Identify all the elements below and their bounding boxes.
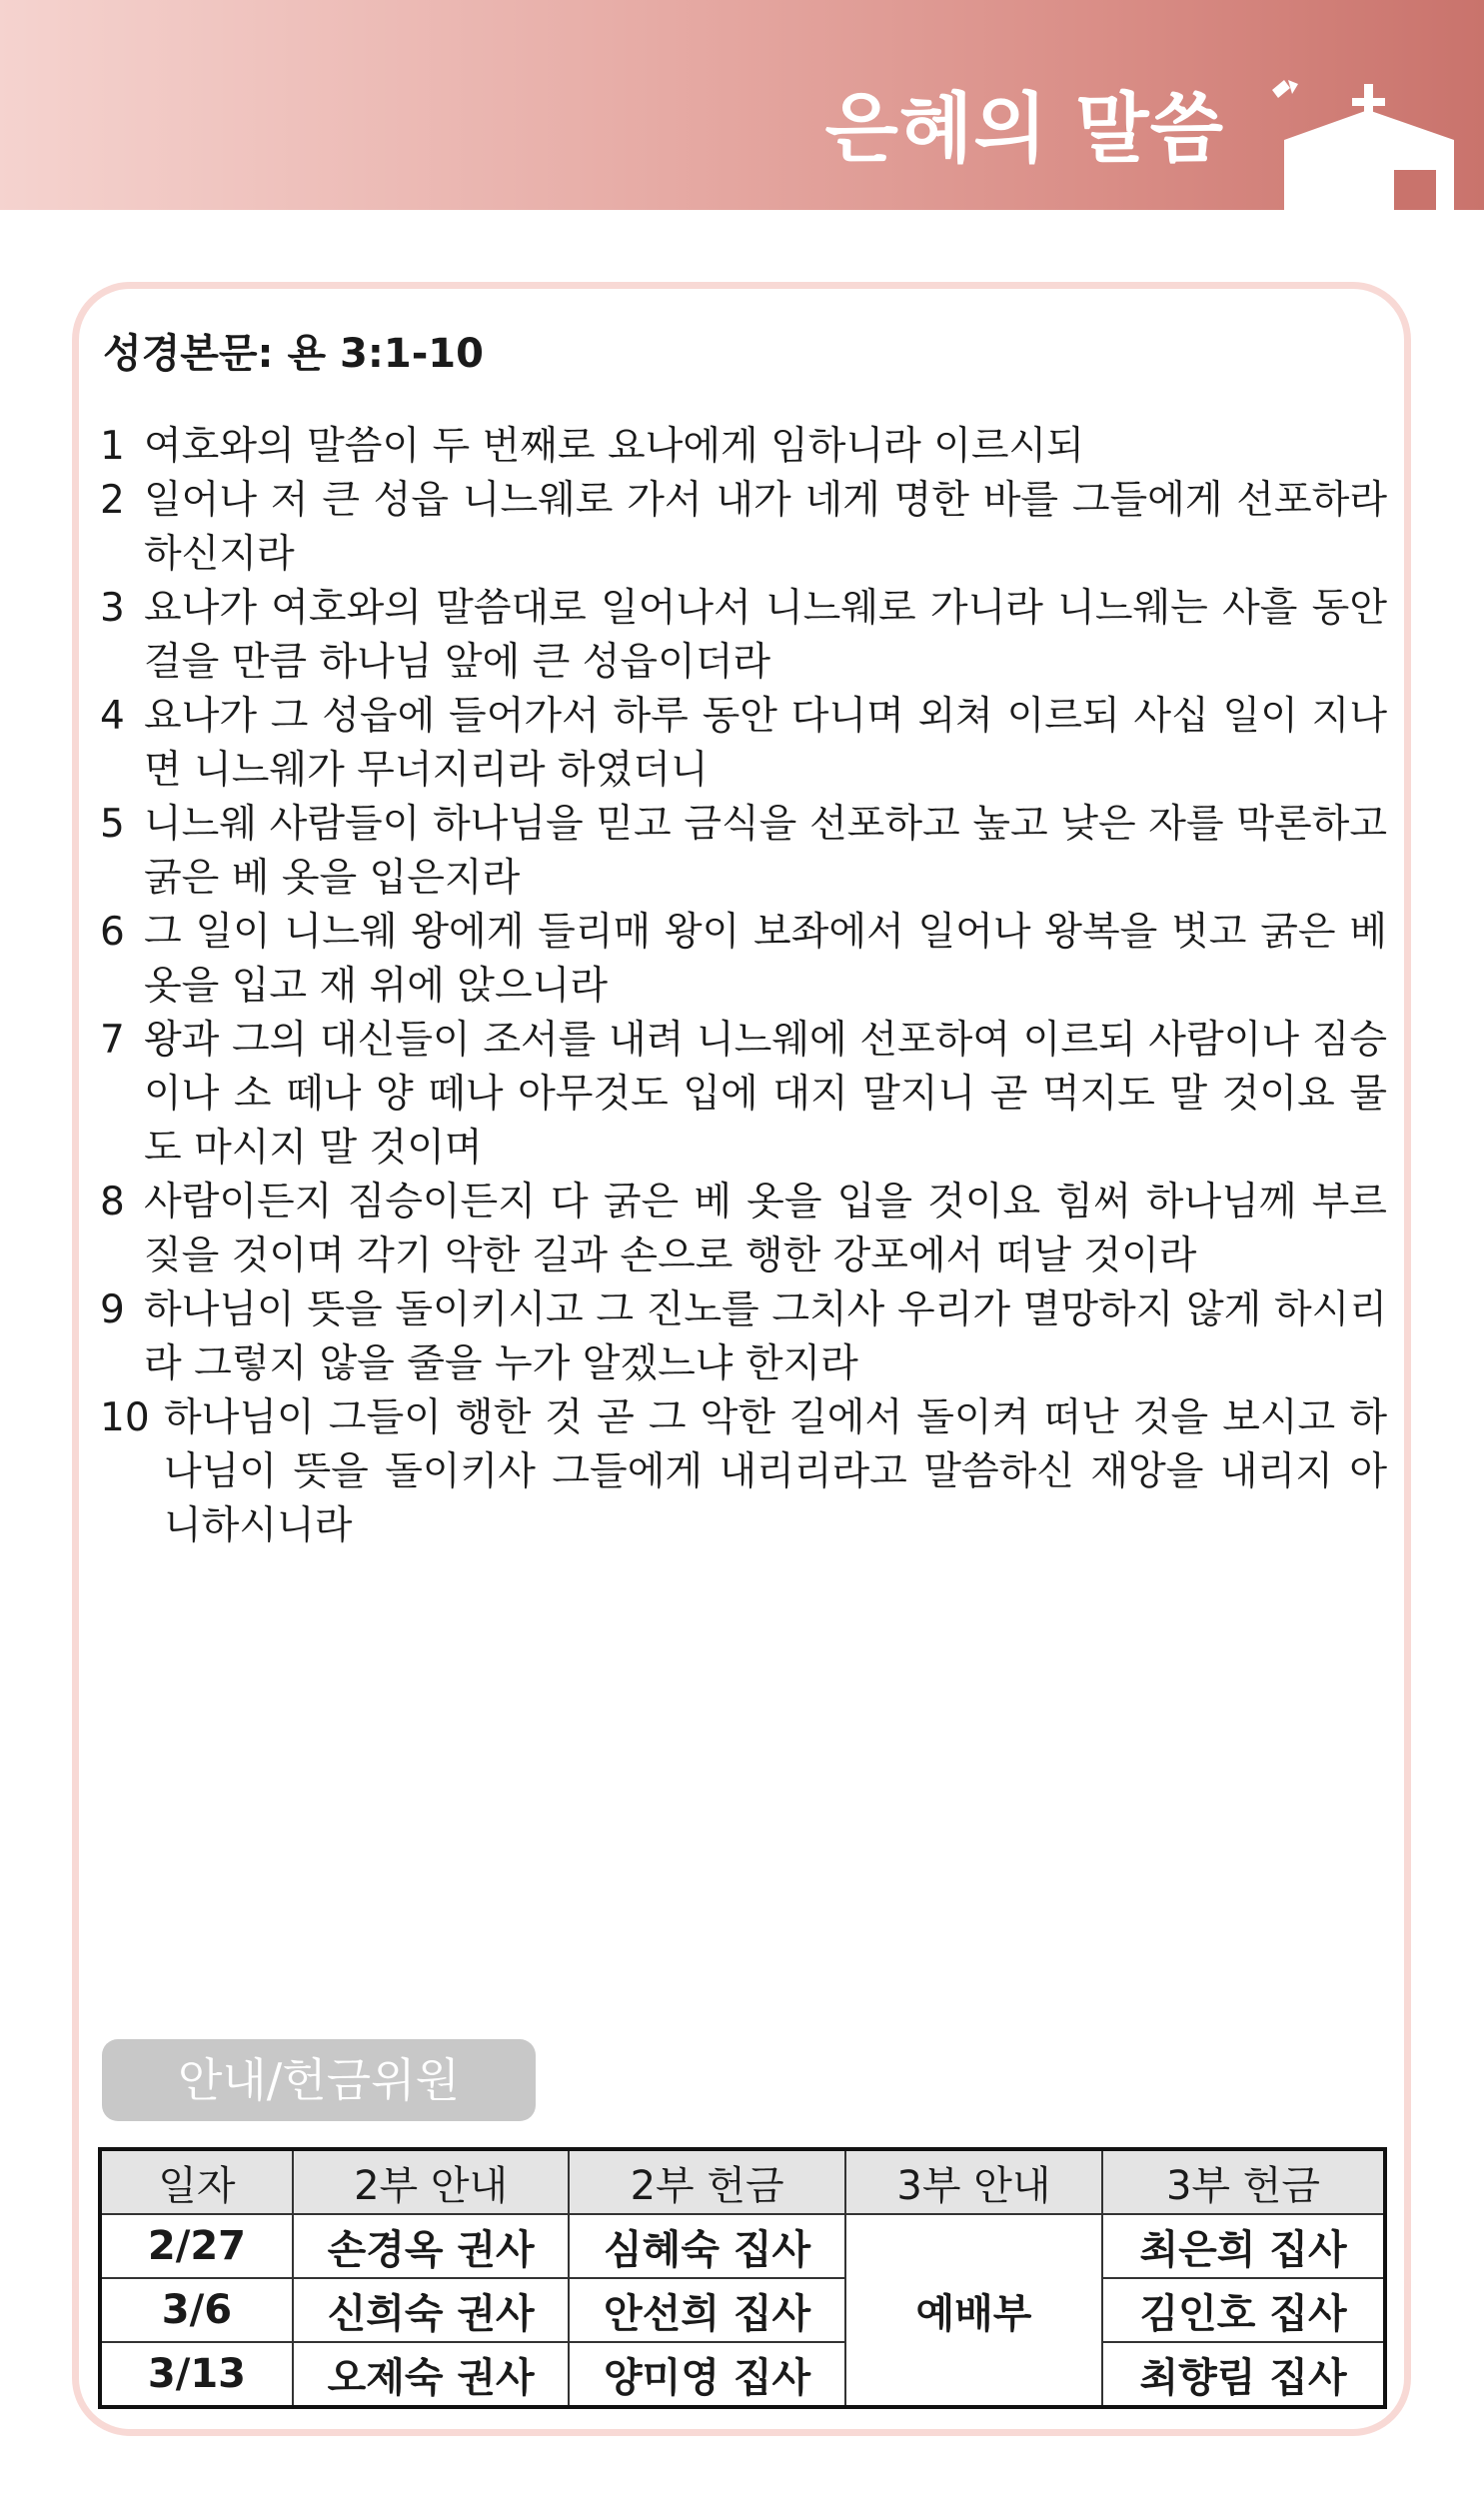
verse-number: 5	[100, 802, 125, 847]
header-date: 일자	[100, 2149, 293, 2214]
verse-text: 요나가 그 성읍에 들어가서 하루 동안 다니며 외쳐 이르되 사십 일이 지나면 니느웨가 무너지리라 하였더니	[144, 694, 1387, 793]
header-banner	[0, 0, 1484, 210]
verse-text: 하나님이 그들이 행한 것 곧 그 악한 길에서 돌이켜 떠난 것을 보시고 하나님이 뜻을 돌이키사 그들에게 내리리라고 말씀하신 재앙을 내리지 아니하시니라	[164, 1395, 1387, 1548]
header-guide-3: 3부 안내	[845, 2149, 1102, 2214]
verse-number: 9	[100, 1287, 125, 1332]
guide-2-cell: 오제숙 권사	[293, 2342, 569, 2407]
table-row	[100, 2278, 1385, 2342]
verse-number: 10	[100, 1395, 150, 1440]
verse-3	[100, 582, 1387, 690]
verse-6	[100, 906, 1387, 1014]
verse-1	[100, 420, 1387, 474]
verse-number: 6	[100, 910, 125, 955]
verse-5	[100, 798, 1387, 906]
guide-2-cell: 손경옥 권사	[293, 2214, 569, 2278]
verse-number: 2	[100, 478, 125, 523]
table-row	[100, 2214, 1385, 2278]
verse-8	[100, 1176, 1387, 1283]
table-row	[100, 2342, 1385, 2407]
verse-2	[100, 474, 1387, 582]
date-cell: 3/13	[100, 2342, 293, 2407]
date-cell: 3/6	[100, 2278, 293, 2342]
verse-text: 사람이든지 짐승이든지 다 굵은 베 옷을 입을 것이요 힘써 하나님께 부르짖을 것이며 각기 악한 길과 손으로 행한 강포에서 떠날 것이라	[144, 1180, 1387, 1278]
verse-number: 4	[100, 694, 125, 739]
duty-table	[98, 2147, 1387, 2409]
verse-number: 3	[100, 586, 125, 631]
verse-10	[100, 1391, 1387, 1553]
verse-number: 7	[100, 1018, 125, 1063]
guide-3-cell: 예배부	[845, 2214, 1102, 2407]
verse-text: 왕과 그의 대신들이 조서를 내려 니느웨에 선포하여 이르되 사람이나 짐승이나 소 떼나 양 떼나 아무것도 입에 대지 말지니 곧 먹지도 말 것이요 물도 마시지 말 것이며	[144, 1018, 1387, 1171]
date-cell: 2/27	[100, 2214, 293, 2278]
verse-number: 1	[100, 424, 125, 469]
verse-text: 니느웨 사람들이 하나님을 믿고 금식을 선포하고 높고 낮은 자를 막론하고 굵은 베 옷을 입은지라	[144, 802, 1387, 901]
verse-4	[100, 690, 1387, 798]
verse-text: 하나님이 뜻을 돌이키시고 그 진노를 그치사 우리가 멸망하지 않게 하시리라 그렇지 않을 줄을 누가 알겠느냐 한지라	[144, 1287, 1387, 1386]
verse-text: 여호와의 말씀이 두 번째로 요나에게 임하니라 이르시되	[144, 424, 1084, 469]
verse-9	[100, 1283, 1387, 1391]
header-guide-2: 2부 안내	[293, 2149, 569, 2214]
page-title: 은혜의 말씀	[824, 84, 1224, 173]
verse-text: 일어나 저 큰 성읍 니느웨로 가서 내가 네게 명한 바를 그들에게 선포하라 하신지라	[144, 478, 1387, 577]
church-icon	[1244, 20, 1484, 210]
verse-list	[100, 420, 1387, 1553]
verse-7	[100, 1014, 1387, 1176]
duty-section-title: 안내/헌금위원	[102, 2039, 536, 2121]
verse-text: 요나가 여호와의 말씀대로 일어나서 니느웨로 가니라 니느웨는 사흘 동안 걸을 만큼 하나님 앞에 큰 성읍이더라	[144, 586, 1387, 685]
header-offering-3: 3부 헌금	[1102, 2149, 1385, 2214]
offering-3-cell: 김인호 집사	[1102, 2278, 1385, 2342]
verse-text: 그 일이 니느웨 왕에게 들리매 왕이 보좌에서 일어나 왕복을 벗고 굵은 베 옷을 입고 재 위에 앉으니라	[144, 910, 1387, 1009]
scripture-reference: 성경본문: 욘 3:1-10	[103, 331, 484, 377]
guide-2-cell: 신희숙 권사	[293, 2278, 569, 2342]
offering-2-cell: 안선희 집사	[569, 2278, 844, 2342]
offering-2-cell: 심혜숙 집사	[569, 2214, 844, 2278]
offering-3-cell: 최향림 집사	[1102, 2342, 1385, 2407]
offering-2-cell: 양미영 집사	[569, 2342, 844, 2407]
verse-number: 8	[100, 1180, 125, 1225]
table-header-row	[100, 2149, 1385, 2214]
offering-3-cell: 최은희 집사	[1102, 2214, 1385, 2278]
header-offering-2: 2부 헌금	[569, 2149, 844, 2214]
